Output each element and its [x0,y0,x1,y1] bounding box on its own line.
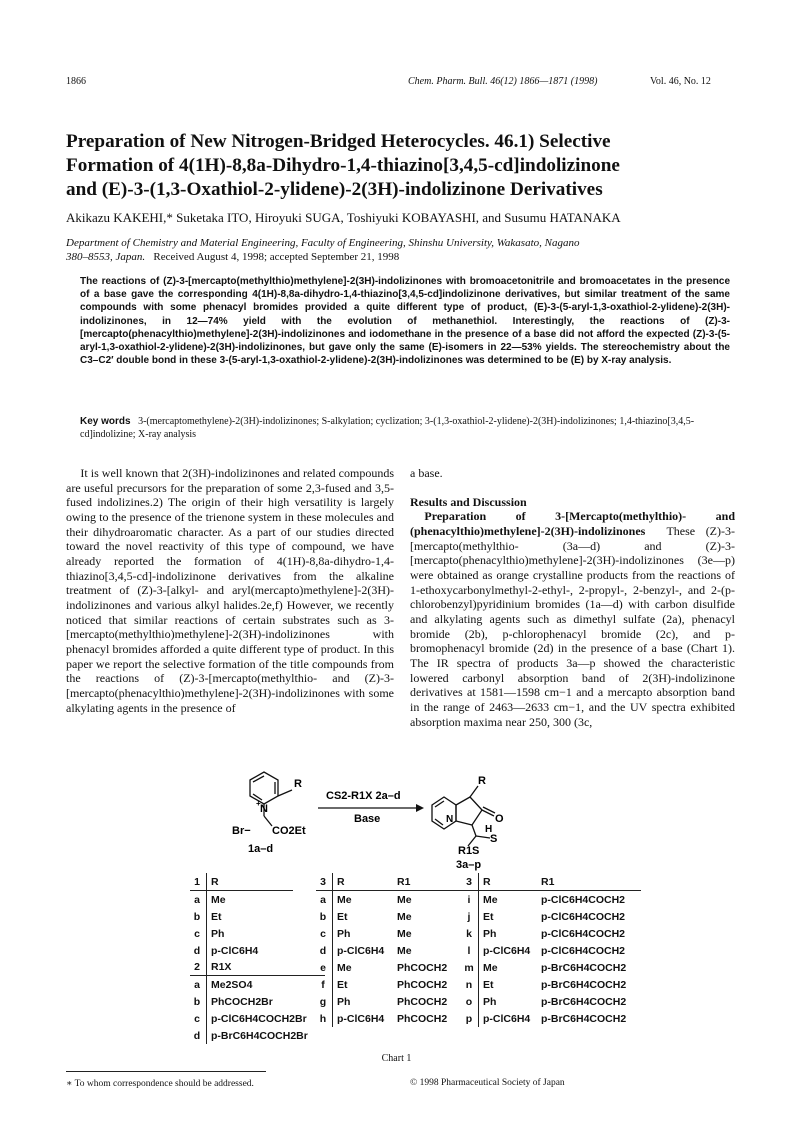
reaction-arrow-head [416,804,424,812]
row-key: n [462,976,479,993]
row-key: b [190,908,207,925]
pyridinium-structure [250,772,292,826]
row-key: d [316,942,333,959]
nitrogen-atom: N [260,803,268,815]
row-r1: p-ClC6H4COCH2 [541,893,626,906]
row-r: p-ClC6H4 [483,1012,531,1025]
row-r: p-ClC6H4 [211,944,259,957]
row-key: k [462,925,479,942]
row-key: a [190,891,207,909]
ch2-ester-bond [264,816,272,826]
row-r1: Me [397,944,412,957]
side-chain-bond [278,790,292,796]
table-row [190,925,293,942]
chart-caption: Chart 1 [381,1053,412,1064]
body-left-column [66,466,394,715]
row-r: Me [483,961,498,974]
ring-double-bond-1 [253,776,264,782]
indolizinone-structure [432,786,498,846]
prod-double-2 [435,819,443,825]
oxygen-atom: O [495,813,504,825]
row-key: d [190,1027,207,1044]
row-key: a [316,891,333,909]
table-3a-head-r1: R1 [393,873,471,891]
intro-paragraph: It is well known that 2(3H)-indolizinones and related compounds are useful precursors for the preparation of some 2,3-fused and 3,5-fused indolizines.2) The origin of their high versatility is largely owing to the presence of the trienone system in these molecules and their dihydroaromatic character. As a part of our studies directed toward the novel reactivity of this type of compound, we have already reported the formation of 4(1H)-8,8a-dihydro-1,4-thiazino[3,4,5-cd]-indolizinone derivatives from the alkaline treatment of (Z)-3-[alkyl- and aryl(mercapto)methylene]-2(3H)-indolizinones and various alkyl halides.2e,f) However, we recently noticed that similar reactions of certain substrates such as 3-[mercapto(methylthio)methylene]-2(3H)-indolizinones with phenacyl bromides afforded a quite different type of product. In this paper we report the selective formation of the title compounds from the reactions of (Z)-3-[mercapto(methylthio- and (Z)-3-[mercapto(phenacylthio)methylene]-2(3H)-indolizinones with some alkylating agents in the presence of [66,466,394,715]
row-key: b [190,993,207,1010]
intro-continuation: a base. [410,466,443,480]
table-row [190,976,325,994]
arrow-base: Base [354,813,381,825]
journal-citation: Chem. Pharm. Bull. 46(12) 1866—1871 (1998) [408,76,598,87]
row-key: d [190,942,207,959]
table-3b-header [462,873,641,891]
table-3b-head-key: 3 [462,873,479,891]
table-3a-products [316,873,471,1027]
table-row [190,1027,325,1044]
row-key: c [190,925,207,942]
product-six-ring [432,797,456,829]
table-row [316,993,471,1010]
row-r: Me [337,961,352,974]
title-line-3: and (E)-3-(1,3-Oxathiol-2-ylidene)-2(3H)-indolizinone Derivatives [66,179,603,200]
volume-info: Vol. 46, No. 12 [650,76,711,87]
row-key: b [316,908,333,925]
row-r: Ph [211,927,225,940]
table-row [190,908,293,925]
table-row [190,993,325,1010]
table-3a-header [316,873,471,891]
row-r: Ph [337,995,351,1008]
row-r1: Me [397,910,412,923]
results-paragraph: These (Z)-3-[mercapto(methylthio- (3a—d) and (Z)-3-[mercapto(phenacylthio)methylene]-2(3H)-indolizinones (3e—p) were obtained as orange crystalline products from the reactions of 1-ethoxycarbonylmethyl-2-ethyl-, 2-propyl-, 2-benzyl-, and 2-(p-chlorobenzyl)pyridinium bromides (1a—d) with carbon disulfide and alkylating agents such as dimethyl sulfate (2a), phenacyl bromide (2b), p-chlorophenacyl bromide (2c), and p-bromophenacyl bromide (2d) in the presence of a base (Chart 1). The IR spectra of products 3a—p showed the characteristic lowered carbonyl absorption band of 2(3H)-indolizinone derivatives at 1581—1598 cm−1 and a mercapto absorption band in the range of 2463—2633 cm−1, and the UV spectra exhibited absorption maxima near 250, 300 (3c, [410,523,736,729]
row-r1: p-ClC6H4COCH2 [541,944,626,957]
row-r: Ph [483,995,497,1008]
table-row [462,908,641,925]
row-r: Me [337,893,352,906]
table-3a-head-key: 3 [316,873,333,891]
row-r1: PhCOCH2 [397,1012,448,1025]
prod-double-1 [435,801,444,807]
title-line-1: Preparation of New Nitrogen-Bridged Heterocycles. 46.1) Selective [66,131,611,152]
keywords [80,416,730,441]
table-row [462,959,641,976]
table-2-head-key: 2 [190,958,207,976]
row-r1: p-ClC6H4COCH2 [541,927,626,940]
row-r: Me [211,893,226,906]
row-key: c [190,1010,207,1027]
keywords-label: Key words [80,416,131,427]
footnote-divider [66,1071,266,1072]
table-3b-head-r: R [479,873,538,891]
affiliation-line-2: 380–8553, Japan. [66,251,146,263]
affiliation [66,236,746,264]
table-1-header [190,873,293,891]
table-row [316,891,471,909]
row-r: p-ClC6H4 [337,944,385,957]
row-r1x: p-BrC6H4COCH2Br [211,1029,308,1042]
table-row [316,976,471,993]
table-row [316,1010,471,1027]
ester-group: CO2Et [272,825,306,837]
row-key: m [462,959,479,976]
start-compound-label: 1a–d [248,843,274,855]
row-r: p-ClC6H4 [483,944,531,957]
row-r1: PhCOCH2 [397,961,448,974]
row-r: Me [483,893,498,906]
product-five-ring [456,797,482,825]
plus-charge: + [256,799,261,808]
table-3b-products [462,873,641,1027]
table-row [462,891,641,909]
row-key: h [316,1010,333,1027]
row-key: o [462,993,479,1010]
body-right-column [410,466,735,729]
prod-s-bond [476,836,490,838]
prod-exo-bond [472,825,476,836]
title-line-2: Formation of 4(1H)-8,8a-Dihydro-1,4-thiazino[3,4,5-cd]indolizinone [66,155,620,176]
row-r: Ph [337,927,351,940]
row-r1: p-ClC6H4COCH2 [541,910,626,923]
received-dates: Received August 4, 1998; accepted September 21, 1998 [153,251,400,263]
prod-co-bond [482,810,494,816]
table-row [316,942,471,959]
table-3a-head-r: R [333,873,394,891]
row-key: j [462,908,479,925]
table-row [462,976,641,993]
prod-r-label: R [478,775,486,787]
table-1-head-r: R [207,873,294,891]
row-r: Et [483,910,494,923]
table-row [462,925,641,942]
correspondence-footnote: ∗ To whom correspondence should be addressed. [66,1079,254,1089]
bromide-counterion: Br− [232,825,251,837]
product-label: 3a–p [456,859,482,871]
sulfur-atom: S [490,833,498,845]
row-r1: PhCOCH2 [397,978,448,991]
table-row [316,959,471,976]
table-row [462,942,641,959]
row-r1: p-BrC6H4COCH2 [541,978,627,991]
arrow-reagents: CS2-R1X 2a–d [326,790,401,802]
row-r1: p-BrC6H4COCH2 [541,1012,627,1025]
article-title [66,130,746,202]
row-r1: Me [397,893,412,906]
table-3b-head-r1: R1 [537,873,641,891]
table-2-reagents [190,958,325,1044]
copyright-notice: © 1998 Pharmaceutical Society of Japan [410,1078,565,1088]
table-1-head-key: 1 [190,873,207,891]
row-r: Et [483,978,494,991]
hydrogen-atom: H [485,824,493,835]
prod-nitrogen: N [446,814,454,825]
row-r1: Me [397,927,412,940]
row-key: e [316,959,333,976]
row-r1x: PhCOCH2Br [211,995,273,1008]
row-key: f [316,976,333,993]
table-row [190,1010,325,1027]
row-r: Ph [483,927,497,940]
row-r1: p-BrC6H4COCH2 [541,995,627,1008]
table-2-head-r1x: R1X [207,958,326,976]
row-key: i [462,891,479,909]
table-row [462,1010,641,1027]
table-row [462,993,641,1010]
table-row [316,925,471,942]
row-key: a [190,976,207,994]
prod-sr-label: R1S [458,845,480,857]
affiliation-line-1: Department of Chemistry and Material Engineering, Faculty of Engineering, Shinshu University, Wakasato, Nagano [66,237,580,249]
table-row [316,908,471,925]
page-number: 1866 [66,76,86,87]
row-r1: PhCOCH2 [397,995,448,1008]
row-r: Et [337,910,348,923]
row-r: Et [337,978,348,991]
abstract: The reactions of (Z)-3-[mercapto(methylthio)methylene]-2(3H)-indolizinones with bromoacetonitrile and bromoacetates in the presence of a base gave the corresponding 4(1H)-8,8a-dihydro-1,4-thiazino[3,4,5-cd]indolizinone derivatives, but similar treatment of the same compounds with some phenacyl bromides provided a quite different type of product, (E)-3-(5-aryl-1,3-oxathiol-2-ylidene)-2(3H)-indolizinones, in 12—74% yield with the evolution of methanethiol. Interestingly, the reactions of (Z)-3-[mercapto(phenacylthio)methylene]-2(3H)-indolizinones and iodomethane in the presence of a base did not afford the expected (Z)-3-(5-aryl-1,3-oxathiol-2-ylidene)-2(3H)-indolizinones, but gave only the same (E)-isomers in 22—53% yields. The stereochemistry about the C3–C2′ double bond in these 3-(5-aryl-1,3-oxathiol-2-ylidene)-2(3H)-indolizinones was determined to be (E) by X-ray analysis. [80,276,730,367]
ring-double-bond-3 [253,794,262,800]
table-2-header [190,958,325,976]
row-r1: p-BrC6H4COCH2 [541,961,627,974]
table-row [190,891,293,909]
prod-r-bond [470,786,478,797]
row-key: c [316,925,333,942]
row-r1x: Me2SO4 [211,978,253,991]
author-list: Akikazu KAKEHI,* Suketaka ITO, Hiroyuki SUGA, Toshiyuki KOBAYASHI, and Susumu HATANAKA [66,210,621,225]
subsection-heading: Preparation of 3-[Mercapto(methylthio)- and (phenacylthio)methylene]-2(3H)-indolizinones [410,509,735,538]
row-r: Et [211,910,222,923]
row-key: g [316,993,333,1010]
row-key: l [462,942,479,959]
prod-sr-bond [468,836,476,846]
pyridinium-ring [250,772,278,804]
section-heading: Results and Discussion [410,494,527,509]
start-r-label: R [294,778,302,790]
table-row [190,942,293,959]
keywords-text: 3-(mercaptomethylene)-2(3H)-indolizinones; S-alkylation; cyclization; 3-(1,3-oxathiol-2-ylidene)-2(3H)-indolizinones; 1,4-thiazino[3,4,5-cd]indolizine; X-ray analysis [80,416,695,440]
prod-co-double [483,807,495,813]
table-1-substituents [190,873,293,959]
row-r1x: p-ClC6H4COCH2Br [211,1012,307,1025]
row-r: p-ClC6H4 [337,1012,385,1025]
row-key: p [462,1010,479,1027]
